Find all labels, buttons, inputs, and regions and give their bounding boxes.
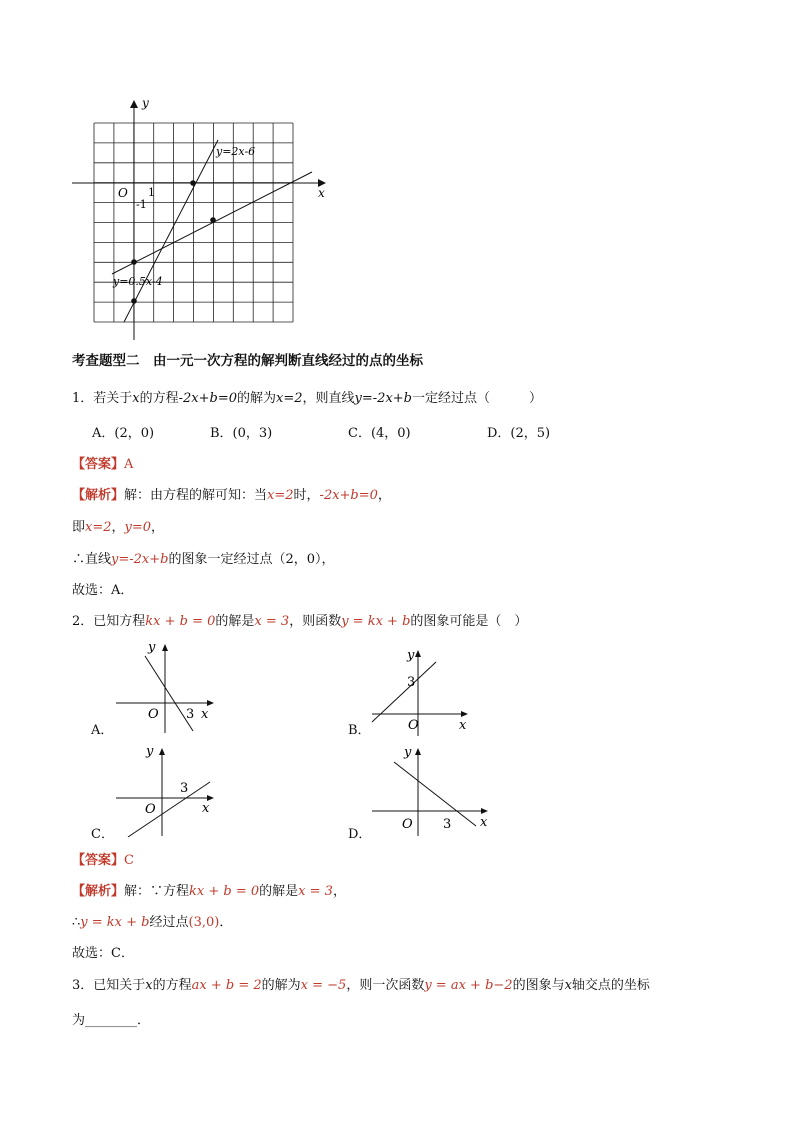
- q3-stem-sol: x = −5: [300, 978, 347, 993]
- q1-stem-c: 的解为: [237, 391, 277, 406]
- q1-answer-value: A: [124, 457, 134, 472]
- origin-label: O: [118, 186, 128, 200]
- line2-label: y=0.5x-4: [113, 275, 163, 288]
- q1-analysis-1d: -2x+b=0: [319, 488, 378, 503]
- q2-analysis-1e: ，: [332, 884, 346, 899]
- x-axis-label: x: [318, 186, 325, 200]
- q1-answer-tag: 【答案】: [72, 457, 125, 472]
- q1-analysis-1a: 解：由方程的解可知：当: [124, 488, 268, 503]
- q1-stem: [72, 390, 542, 408]
- origin-label: O: [145, 802, 156, 817]
- q2-analysis-2e: ．: [219, 915, 233, 930]
- three-label: 3: [407, 675, 416, 690]
- q1-analysis-3b: y=-2x+b: [111, 552, 169, 567]
- q1-stem-x: x: [132, 391, 140, 406]
- q1-analysis-2e: ，: [151, 520, 165, 535]
- q1-analysis-3a: ∴直线: [72, 552, 112, 567]
- q2-stem-c: ，则函数: [289, 614, 342, 629]
- q1-analysis-2a: 即: [72, 520, 86, 535]
- q3-stem-line1: [72, 977, 650, 995]
- q1-option-b[interactable]: B．(0，3): [210, 426, 273, 441]
- y-label: y: [407, 648, 415, 663]
- q2-answer: [72, 852, 134, 870]
- q1-answer: [72, 456, 133, 474]
- origin-label: O: [408, 718, 419, 733]
- q2-option-b-label[interactable]: B．: [348, 723, 371, 738]
- q2-option-d-label[interactable]: D．: [348, 827, 372, 842]
- top-coordinate-graph: [60, 92, 350, 342]
- q1-stem-e: 一定经过点（ ）: [412, 391, 543, 406]
- q3-stem-b: 的方程: [152, 978, 192, 993]
- origin-label: O: [402, 817, 413, 832]
- q3-stem-eq: ax + b = 2: [191, 978, 262, 993]
- y-axis-arrow-icon: [415, 748, 421, 755]
- q2-analysis-line2: [72, 914, 232, 932]
- q2-graph-c[interactable]: [110, 740, 220, 840]
- three-label: 3: [186, 707, 195, 722]
- q1-stem-sol: x=2: [276, 391, 303, 406]
- q2-analysis-tag: 【解析】: [72, 884, 125, 899]
- q2-graph-a[interactable]: [110, 638, 220, 734]
- x-label: x: [480, 815, 488, 830]
- x-label: x: [201, 707, 209, 722]
- q2-conclusion: 故选：C．: [72, 946, 134, 961]
- q2-analysis-1c: 的解是: [259, 884, 299, 899]
- q3-stem-c: 的解为: [261, 978, 301, 993]
- q1-analysis-1b: x=2: [267, 488, 294, 503]
- tick-label-1: 1: [148, 186, 155, 199]
- x-axis-arrow-icon: [461, 711, 468, 717]
- q3-stem-e: 的图象与: [512, 978, 565, 993]
- q1-stem-line: y=-2x+b: [354, 391, 412, 406]
- q2-analysis-2d: (3,0): [188, 915, 220, 930]
- q1-analysis-line3: [72, 551, 335, 569]
- q2-option-a-label[interactable]: A．: [91, 723, 114, 738]
- q2-analysis-1b: kx + b = 0: [189, 884, 260, 899]
- three-label: 3: [443, 817, 452, 832]
- q3-stem-a: 3．已知关于: [72, 978, 146, 993]
- q1-analysis-3c: 的图象一定经过点（2，0），: [168, 552, 335, 567]
- q2-stem-eq: kx + b = 0: [145, 614, 216, 629]
- line1-label: y=2x-6: [216, 145, 256, 158]
- q1-analysis-1c: 时，: [293, 488, 320, 503]
- q3-stem-f: 轴交点的坐标: [571, 978, 650, 993]
- q2-stem-fn: y = kx + b: [341, 614, 411, 629]
- q2-stem-b: 的解是: [215, 614, 255, 629]
- q1-analysis-2d: y=0: [124, 520, 152, 535]
- grid: [94, 123, 293, 322]
- q1-analysis-1e: ，: [377, 488, 391, 503]
- point: [131, 298, 137, 304]
- y-axis-arrow-icon: [159, 748, 165, 755]
- point: [190, 180, 196, 186]
- q2-answer-tag: 【答案】: [72, 853, 125, 868]
- q1-stem-d: ，则直线: [302, 391, 355, 406]
- y-label: y: [146, 744, 154, 759]
- q3-stem-x2: x: [564, 978, 572, 993]
- q2-analysis-line1: [72, 883, 346, 901]
- q1-stem-a: 1．若关于: [72, 391, 133, 406]
- y-label: y: [404, 745, 412, 760]
- q1-option-d[interactable]: D．(2，5): [487, 426, 551, 441]
- x-label: x: [459, 718, 467, 733]
- q3-stem-d: ，则一次函数: [346, 978, 425, 993]
- x-axis-arrow-icon: [481, 808, 488, 814]
- q2-analysis-2a: ∴: [72, 915, 81, 930]
- y-axis-arrow-icon: [162, 644, 168, 651]
- q2-option-c-label[interactable]: C．: [91, 827, 114, 842]
- q2-stem-a: 2．已知方程: [72, 614, 146, 629]
- q2-graph-b[interactable]: [366, 644, 476, 738]
- q2-stem-d: 的图象可能是（ ）: [410, 614, 528, 629]
- q1-analysis-2b: x=2: [85, 520, 112, 535]
- q1-conclusion: 故选：A．: [72, 583, 134, 598]
- q2-answer-value: C: [124, 853, 134, 868]
- point: [131, 259, 137, 265]
- q1-option-a[interactable]: A．(2，0): [92, 426, 155, 441]
- line-2x-6: [124, 140, 218, 322]
- q1-analysis-2c: ，: [111, 520, 125, 535]
- q1-stem-eq: -2x+b=0: [178, 391, 238, 406]
- q1-analysis-line2: [72, 519, 164, 537]
- q2-analysis-2c: 经过点: [149, 915, 189, 930]
- y-axis-arrow-icon: [415, 650, 421, 657]
- section-heading: 考查题型二 由一元一次方程的解判断直线经过的点的坐标: [72, 353, 423, 369]
- x-label: x: [202, 801, 210, 816]
- q2-stem: [72, 613, 527, 631]
- q3-answer-blank[interactable]: 为________．: [72, 1013, 151, 1028]
- y-axis-label: y: [142, 96, 149, 110]
- graph-line: [128, 782, 210, 837]
- q2-analysis-1a: 解：∵方程: [124, 884, 190, 899]
- origin-label: O: [148, 707, 159, 722]
- q2-analysis-1d: x = 3: [298, 884, 333, 899]
- q1-stem-b: 的方程: [139, 391, 179, 406]
- y-axis-arrow-icon: [130, 100, 138, 108]
- q2-stem-sol: x = 3: [254, 614, 290, 629]
- q3-stem-x: x: [145, 978, 153, 993]
- q2-analysis-2b: y = kx + b: [80, 915, 150, 930]
- point: [210, 217, 216, 223]
- q2-graph-d[interactable]: [366, 742, 496, 838]
- q1-analysis-line1: [72, 487, 391, 505]
- q1-analysis-tag: 【解析】: [72, 488, 125, 503]
- q1-option-c[interactable]: C．(4，0): [348, 426, 411, 441]
- q3-stem-fn: y = ax + b−2: [424, 978, 513, 993]
- x-axis-arrow-icon: [207, 700, 214, 706]
- graph-line: [372, 662, 436, 722]
- line-0.5x-4: [112, 172, 312, 274]
- y-label: y: [148, 640, 156, 655]
- tick-label-neg1: -1: [136, 198, 147, 211]
- three-label: 3: [180, 781, 189, 796]
